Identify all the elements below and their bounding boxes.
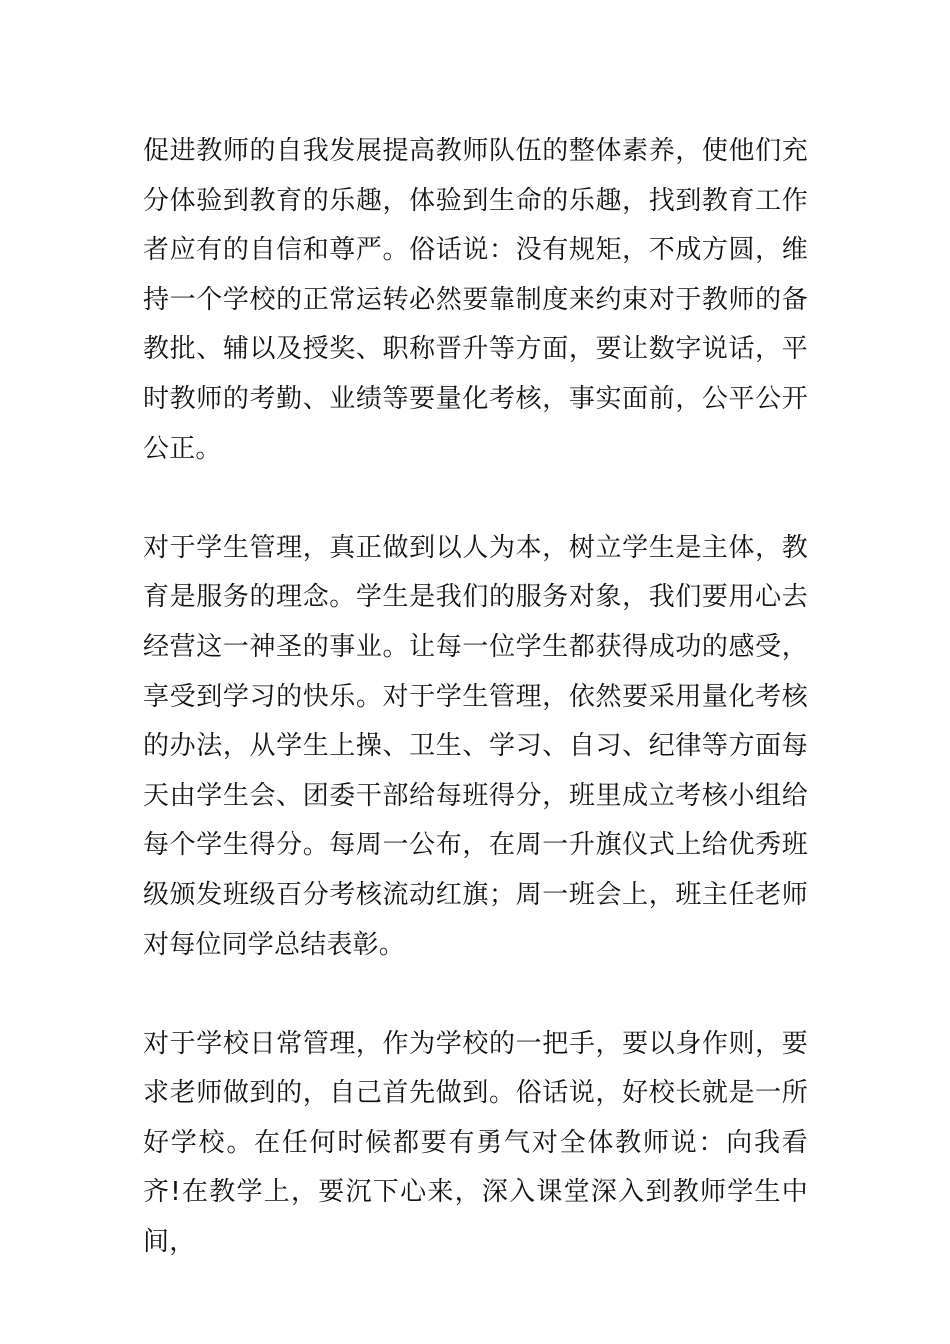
paragraph-teacher-management: 促进教师的自我发展提高教师队伍的整体素养，使他们充分体验到教育的乐趣，体验到生命的乐趣，找到教育工作者应有的自信和尊严。俗话说：没有规矩，不成方圆，维持一个学校的正常运转必然要靠制度来约束对于教师的备教批、辅以及授奖、职称晋升等方面，要让数字说话，平时教师的考勤、业绩等要量化考核，事实面前，公平公开公正。 [143, 136, 808, 464]
paragraph-student-management: 对于学生管理，真正做到以人为本，树立学生是主体，教育是服务的理念。学生是我们的服务对象，我们要用心去经营这一神圣的事业。让每一位学生都获得成功的感受，享受到学习的快乐。对于学生管理，依然要采用量化考核的办法，从学生上操、卫生、学习、自习、纪律等方面每天由学生会、团委干部给每班得分，班里成立考核小组给每个学生得分。每周一公布，在周一升旗仪式上给优秀班级颁发班级百分考核流动红旗；周一班会上，班主任老师对每位同学总结表彰。 [143, 532, 808, 960]
paragraph-daily-management: 对于学校日常管理，作为学校的一把手，要以身作则，要求老师做到的，自己首先做到。俗话说，好校长就是一所好学校。在任何时候都要有勇气对全体教师说：向我看齐!在教学上，要沉下心来，深入课堂深入到教师学生中间， [143, 1028, 808, 1258]
document-body [143, 127, 808, 1268]
